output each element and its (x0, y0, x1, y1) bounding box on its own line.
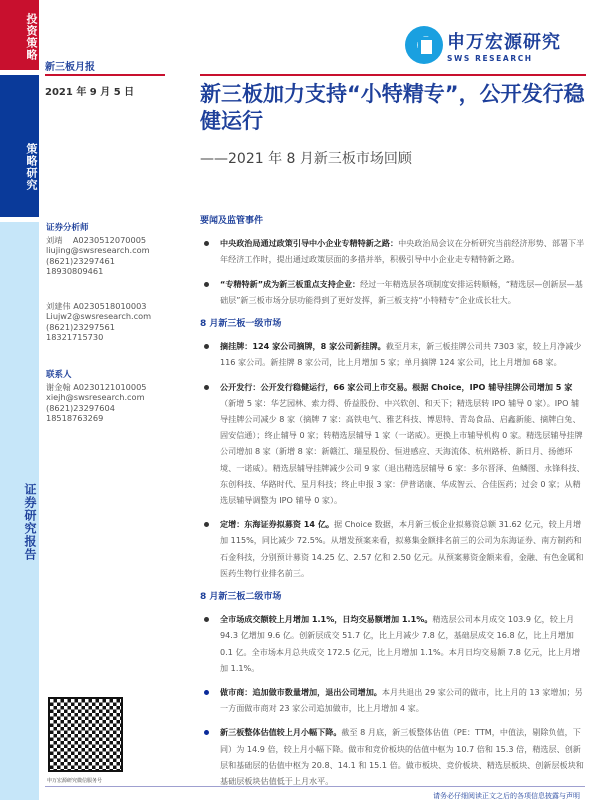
contact-name: 谢金翰 (46, 381, 71, 392)
analyst-email[interactable]: Liujw2@swsresearch.com (46, 311, 152, 321)
section-heading: 8 月新三板一级市场 (200, 319, 282, 330)
contact-block (46, 370, 147, 424)
footer-divider (45, 786, 585, 787)
report-body (200, 207, 586, 797)
bullet-lead: 中央政治局通过政策引导中小企业专精特新之路： (220, 238, 399, 249)
bullet-text: 截至 8 月底，新三板整体估值（PE：TTM，中值法，剔除负值，下同）为 14.9 倍，较上月小幅下降。做市和竞价板块的估值中枢为 10.7 倍和 15.3 倍，精选层、创新层和基础层的估值中枢为 20.8、14.1 和 15.1 倍。做市板块、竞价板块、精选层板块、创新层板块和基础层板块估值低于上月水平。 (220, 727, 584, 787)
sidebar-tag-research: 策略研究 (0, 75, 39, 217)
analyst-heading: 证券分析师 (46, 223, 89, 233)
bullet-item (200, 235, 586, 267)
bullet-lead: 定增：东海证券拟募资 14 亿。 (220, 519, 335, 530)
bullet-text: 精选层公司本月成交 103.9 亿，较上月 94.3 亿增加 9.6 亿。创新层成交 51.7 亿，比上月减少 7.8 亿，基础层成交 16.8 亿，比上月增加 0.1 亿。全市场本月总共成交 172.5 亿元，比上月增加 1.1%。本月日均交易额 7.8 亿元，比上月增加 1.1%。 (220, 614, 581, 673)
page-title: 新三板加力支持“小特精专”，公开发行稳健运行 (200, 82, 585, 133)
bullet-lead: 做市商：追加做市数量增加，退出公司增加。 (220, 687, 382, 698)
bullet-lead: 公开发行：公开发行稳健运行，66 家公司上市交易。根据 Choice，IPO 辅导挂牌公司增加 5 家 (220, 381, 573, 392)
bullet-text: 中央政治局会议在分析研究当前经济形势、部署下半年经济工作时，提出通过政策层面的多措并举，积极引导中小企业走专精特新之路。 (220, 238, 585, 265)
page-subtitle: ——2021 年 8 月新三板市场回顾 (200, 151, 412, 167)
footer-disclaimer-link[interactable]: 请务必仔细阅读正文之后的各项信息披露与声明 (433, 792, 580, 800)
analyst-tel: (8621)23297461 (46, 255, 115, 266)
bullet-item (200, 276, 586, 308)
analyst-mobile: 18321715730 (46, 332, 104, 342)
report-date: 2021 年 9 月 5 日 (45, 87, 135, 98)
bullet-item (200, 379, 586, 509)
qr-code (48, 697, 123, 772)
bullet-text: 截至月末，新三板挂牌公司共 7303 家，较上月净减少 116 家公司。新挂牌 8 家公司，比上月增加 5 家；单月摘牌 124 家公司，比上月增加 68 家。 (220, 341, 582, 368)
analyst-tel: (8621)23297561 (46, 321, 115, 332)
sws-logo-icon (405, 26, 443, 64)
bullet-text: 本月共退出 29 家公司的做市，比上月的 13 家增加；另一方面做市商对 23 家公司追加做市，比上月增加 4 家。 (220, 687, 583, 714)
analyst-block (46, 223, 151, 343)
bullet-lead: 全市场成交额较上月增加 1.1%，日均交易额增加 1.1%。 (220, 614, 433, 625)
bullet-lead: 摘挂牌：124 家公司摘牌，8 家公司新挂牌。 (220, 341, 386, 352)
sidebar-tag-report: 证券研究报告 (0, 222, 39, 800)
bullet-item (200, 611, 586, 676)
bullet-item (200, 684, 586, 716)
bullet-item (200, 338, 586, 370)
logo-cn: 申万宏源研究 (447, 31, 561, 53)
analyst-id: A0230518010003 (73, 300, 147, 311)
section-heading: 要闻及监管事件 (200, 216, 264, 226)
divider (200, 74, 586, 76)
contact-heading: 联系人 (46, 370, 72, 380)
divider (45, 74, 165, 76)
contact-tel: (8621)23297604 (46, 402, 115, 413)
sws-logo (405, 26, 561, 64)
bullet-item (200, 724, 586, 789)
bullet-text: 经过一年精选层各项制度安排运转顺畅，“精选层—创新层—基础层”新三板市场分层功能得到了更好发挥，新三板支持“小特精专”企业成长壮大。 (220, 278, 583, 305)
sidebar-tag-strategy: 投资策略 (0, 0, 39, 70)
section-heading: 8 月新三板二级市场 (200, 592, 282, 603)
logo-en: SWS RESEARCH (447, 53, 533, 63)
qr-caption: 申万宏源研究微信服务号 (47, 778, 103, 784)
analyst-mobile: 18930809461 (46, 266, 104, 276)
bullet-text: 据 Choice 数据，本月新三板企业拟募资总额 31.62 亿元，较上月增加 115%，同比减少 72.5%。从增发预案来看，拟募集金额排名前三的公司为东海证券、南方制药和石金科技，分别预计募资 14.25 亿、2.57 亿和 2.50 亿元。从预案募资金额来看，金融、有色金属和医药生物行业排名前三。 (220, 519, 584, 578)
bullet-text: （新增 5 家：华艺园林、索力得、侨益股份、中兴软创、和天下；精选层转 IPO 辅导 0 家）。IPO 辅导挂牌公司减少 8 家（摘牌 7 家：高铁电气、雅艺科技、博思特、青岛食品、启鑫新能、摘牌白兔、固安信通）；终止辅导 0 家；转精选层辅导 1 家（一诺威）。更换上市辅导机构 0 家。精选层辅导挂牌公司增加 8 家（新增 8 家：新赣江、瑞星股份、恒进感应、天海流体、杭州路桥、新日月、扬德环境、一诺威）。精选层辅导挂牌减少公司 9 家（退出精选层辅导 6 家：多尔晋泽、鱼鳞图、永锋科技、东创科技、华路时代、星月科技；终止申报 3 家：伊普诺康、华成智云、合佳医药；过会 0 家；从精选层辅导调整为 IPO 辅导 0 家）。 (220, 397, 585, 506)
bullet-lead: “专精特新”成为新三板重点支持企业： (220, 278, 361, 289)
analyst-name: 刘建伟 (46, 300, 71, 311)
analyst-id: A0230512070005 (72, 234, 147, 245)
bullet-lead: 新三板整体估值较上月小幅下降。 (220, 727, 342, 738)
contact-mobile: 18518763269 (46, 413, 104, 423)
analyst-email[interactable]: liujing@swsresearch.com (46, 245, 150, 255)
analyst-name: 刘靖 (46, 234, 63, 245)
contact-email[interactable]: xiejh@swsresearch.com (46, 392, 145, 402)
report-type: 新三板月报 (45, 62, 95, 73)
bullet-item (200, 516, 586, 581)
contact-id: A0230121010005 (73, 381, 147, 392)
